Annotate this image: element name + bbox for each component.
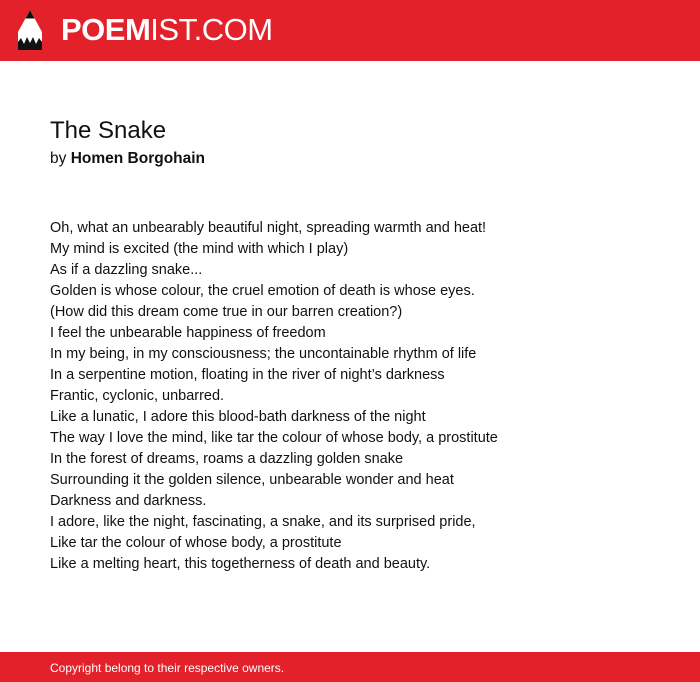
poem-title: The Snake (50, 117, 167, 144)
site-header (0, 0, 700, 61)
poem-body (50, 218, 498, 575)
poem-line: Frantic, cyclonic, unbarred. (50, 388, 225, 404)
poem-line: My mind is excited (the mind with which I play) (50, 241, 349, 257)
logo-light-text: IST.COM (150, 12, 273, 47)
by-label: by (50, 150, 67, 167)
poem-byline (50, 148, 205, 170)
poem-line: Like a melting heart, this togetherness of death and beauty. (50, 556, 431, 572)
poem-line: Like a lunatic, I adore this blood-bath darkness of the night (50, 409, 426, 425)
poem-line: In the forest of dreams, roams a dazzling golden snake (50, 451, 404, 467)
site-footer (0, 652, 700, 682)
pencil-icon[interactable] (17, 9, 43, 51)
poem-author: Homen Borgohain (70, 150, 206, 167)
poem-line: Golden is whose colour, the cruel emotion of death is whose eyes. (50, 283, 475, 299)
poem-line: Darkness and darkness. (50, 493, 207, 509)
site-logo[interactable] (61, 12, 273, 48)
poem-line: In my being, in my consciousness; the uncontainable rhythm of life (50, 346, 477, 362)
copyright-notice: Copyright belong to their respective owners. (50, 661, 285, 675)
poem-line: The way I love the mind, like tar the colour of whose body, a prostitute (50, 430, 498, 446)
logo-bold-text: POEM (61, 12, 151, 47)
poem-line: I feel the unbearable happiness of freedom (50, 325, 326, 341)
poem-line: (How did this dream come true in our barren creation?) (50, 304, 403, 320)
poem-line: In a serpentine motion, floating in the river of night’s darkness (50, 367, 445, 383)
poem-line: I adore, like the night, fascinating, a snake, and its surprised pride, (50, 514, 476, 530)
poem-line: Surrounding it the golden silence, unbearable wonder and heat (50, 472, 454, 488)
poem-line: Like tar the colour of whose body, a prostitute (50, 535, 342, 551)
poem-line: As if a dazzling snake... (50, 262, 203, 278)
poem-line: Oh, what an unbearably beautiful night, spreading warmth and heat! (50, 220, 487, 236)
